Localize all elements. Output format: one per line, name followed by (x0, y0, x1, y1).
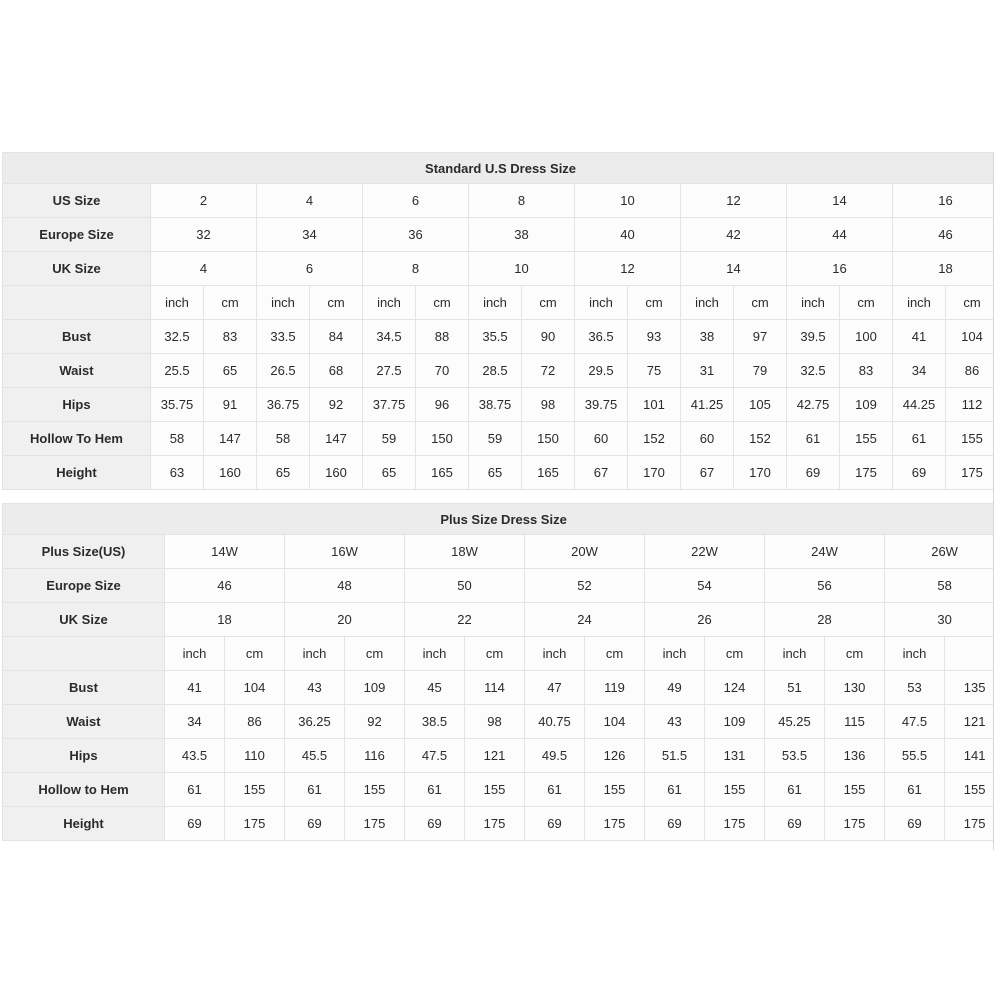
measurement-value-cell: 45.25 (765, 705, 825, 739)
size-value-cell: 28 (765, 603, 885, 637)
size-value-cell: 20W (525, 535, 645, 569)
size-value-cell: 38 (469, 218, 575, 252)
unit-header-cell: inch (885, 637, 945, 671)
measurement-value-cell: 69 (405, 807, 465, 841)
measurement-value-cell: 69 (285, 807, 345, 841)
unit-header-cell: cm (705, 637, 765, 671)
size-value-cell: 54 (645, 569, 765, 603)
size-value-cell: 16W (285, 535, 405, 569)
size-value-cell: 6 (257, 252, 363, 286)
measurement-value-cell: 69 (885, 807, 945, 841)
measurement-value-cell: 84 (310, 320, 363, 354)
measurement-value-cell: 67 (575, 456, 628, 490)
measurement-value-cell: 119 (585, 671, 645, 705)
size-value-cell: 4 (257, 184, 363, 218)
measurement-value-cell: 41 (165, 671, 225, 705)
measurement-value-cell: 104 (946, 320, 995, 354)
measurement-value-cell: 43.5 (165, 739, 225, 773)
unit-header-cell: cm (416, 286, 469, 320)
measurement-value-cell: 175 (465, 807, 525, 841)
row-label: Bust (3, 320, 151, 354)
measurement-value-cell: 136 (825, 739, 885, 773)
units-row (3, 286, 995, 320)
size-value-cell: 32 (151, 218, 257, 252)
unit-header-cell: inch (645, 637, 705, 671)
measurement-value-cell: 121 (465, 739, 525, 773)
unit-header-cell: cm (585, 637, 645, 671)
unit-header-cell: inch (285, 637, 345, 671)
measurement-value-cell: 170 (734, 456, 787, 490)
size-value-cell: 50 (405, 569, 525, 603)
row-label: US Size (3, 184, 151, 218)
measurement-value-cell: 69 (765, 807, 825, 841)
measurement-row (3, 705, 995, 739)
measurement-value-cell: 150 (416, 422, 469, 456)
unit-header-cell: inch (525, 637, 585, 671)
measurement-value-cell: 104 (225, 671, 285, 705)
size-value-cell: 16 (893, 184, 995, 218)
measurement-value-cell: 155 (465, 773, 525, 807)
measurement-row (3, 807, 995, 841)
measurement-value-cell: 115 (825, 705, 885, 739)
unit-header-cell: inch (469, 286, 522, 320)
measurement-row (3, 422, 995, 456)
measurement-value-cell: 70 (416, 354, 469, 388)
row-label: Bust (3, 671, 165, 705)
size-value-cell: 22W (645, 535, 765, 569)
measurement-row (3, 320, 995, 354)
measurement-value-cell: 91 (204, 388, 257, 422)
unit-header-cell: cm (465, 637, 525, 671)
measurement-row (3, 739, 995, 773)
unit-header-cell: cm (310, 286, 363, 320)
measurement-value-cell: 59 (469, 422, 522, 456)
measurement-value-cell: 175 (946, 456, 995, 490)
size-value-cell: 18 (165, 603, 285, 637)
measurement-value-cell: 69 (165, 807, 225, 841)
measurement-value-cell: 61 (165, 773, 225, 807)
measurement-value-cell: 116 (345, 739, 405, 773)
measurement-value-cell: 47 (525, 671, 585, 705)
measurement-value-cell: 58 (257, 422, 310, 456)
measurement-value-cell: 32.5 (787, 354, 840, 388)
row-label: Height (3, 807, 165, 841)
measurement-value-cell: 34 (165, 705, 225, 739)
unit-header-cell: cm (345, 637, 405, 671)
size-value-cell: 46 (165, 569, 285, 603)
measurement-value-cell: 38.75 (469, 388, 522, 422)
measurement-value-cell: 135 (945, 671, 995, 705)
measurement-value-cell: 47.5 (885, 705, 945, 739)
measurement-value-cell: 65 (363, 456, 416, 490)
size-value-cell: 26W (885, 535, 995, 569)
row-label-empty (3, 637, 165, 671)
measurement-value-cell: 33.5 (257, 320, 310, 354)
units-row (3, 637, 995, 671)
measurement-value-cell: 100 (840, 320, 893, 354)
measurement-value-cell: 104 (585, 705, 645, 739)
measurement-value-cell: 34 (893, 354, 946, 388)
size-value-cell: 22 (405, 603, 525, 637)
measurement-value-cell: 155 (585, 773, 645, 807)
table-title-row (3, 504, 995, 535)
measurement-value-cell: 68 (310, 354, 363, 388)
measurement-value-cell: 175 (585, 807, 645, 841)
unit-header-cell: cm (825, 637, 885, 671)
row-label: Europe Size (3, 569, 165, 603)
plus-size-table-body (3, 504, 995, 841)
unit-header-cell: cm (225, 637, 285, 671)
size-row (3, 569, 995, 603)
size-value-cell: 10 (469, 252, 575, 286)
measurement-value-cell: 39.5 (787, 320, 840, 354)
measurement-value-cell: 41 (893, 320, 946, 354)
measurement-value-cell: 86 (946, 354, 995, 388)
size-value-cell: 40 (575, 218, 681, 252)
measurement-value-cell: 61 (525, 773, 585, 807)
measurement-value-cell: 93 (628, 320, 681, 354)
measurement-value-cell: 61 (765, 773, 825, 807)
measurement-value-cell: 40.75 (525, 705, 585, 739)
measurement-value-cell: 58 (151, 422, 204, 456)
tables-divider (2, 490, 993, 503)
unit-header-cell: inch (681, 286, 734, 320)
plus-size-table (2, 503, 994, 841)
row-label: Waist (3, 354, 151, 388)
row-label: Europe Size (3, 218, 151, 252)
row-label: UK Size (3, 252, 151, 286)
size-value-cell: 18 (893, 252, 995, 286)
standard-size-table (2, 152, 994, 490)
measurement-value-cell: 160 (310, 456, 363, 490)
measurement-value-cell: 53 (885, 671, 945, 705)
measurement-value-cell: 112 (946, 388, 995, 422)
measurement-value-cell: 55.5 (885, 739, 945, 773)
plus-table-title: Plus Size Dress Size (3, 504, 995, 535)
measurement-value-cell: 28.5 (469, 354, 522, 388)
size-value-cell: 44 (787, 218, 893, 252)
measurement-value-cell: 43 (645, 705, 705, 739)
unit-header-cell: inch (765, 637, 825, 671)
measurement-value-cell: 43 (285, 671, 345, 705)
measurement-value-cell: 65 (204, 354, 257, 388)
size-value-cell: 4 (151, 252, 257, 286)
size-value-cell: 12 (575, 252, 681, 286)
measurement-value-cell: 101 (628, 388, 681, 422)
measurement-value-cell: 165 (416, 456, 469, 490)
measurement-value-cell: 61 (885, 773, 945, 807)
measurement-value-cell: 63 (151, 456, 204, 490)
measurement-value-cell: 131 (705, 739, 765, 773)
measurement-value-cell: 51 (765, 671, 825, 705)
measurement-value-cell: 61 (787, 422, 840, 456)
measurement-value-cell: 155 (840, 422, 893, 456)
measurement-value-cell: 35.75 (151, 388, 204, 422)
measurement-value-cell: 61 (285, 773, 345, 807)
row-label: Waist (3, 705, 165, 739)
row-label: UK Size (3, 603, 165, 637)
size-value-cell: 16 (787, 252, 893, 286)
unit-header-cell: inch (165, 637, 225, 671)
measurement-value-cell: 42.75 (787, 388, 840, 422)
measurement-value-cell: 38.5 (405, 705, 465, 739)
measurement-value-cell: 175 (225, 807, 285, 841)
measurement-value-cell: 141 (945, 739, 995, 773)
size-value-cell: 46 (893, 218, 995, 252)
measurement-value-cell: 25.5 (151, 354, 204, 388)
measurement-row (3, 773, 995, 807)
row-label: Hollow to Hem (3, 773, 165, 807)
measurement-value-cell: 36.75 (257, 388, 310, 422)
measurement-value-cell: 155 (946, 422, 995, 456)
measurement-value-cell: 61 (645, 773, 705, 807)
size-value-cell: 14W (165, 535, 285, 569)
measurement-value-cell: 69 (645, 807, 705, 841)
measurement-value-cell: 60 (575, 422, 628, 456)
measurement-value-cell: 152 (734, 422, 787, 456)
measurement-value-cell: 83 (204, 320, 257, 354)
measurement-value-cell: 155 (705, 773, 765, 807)
row-label: Height (3, 456, 151, 490)
measurement-value-cell: 155 (945, 773, 995, 807)
measurement-value-cell: 75 (628, 354, 681, 388)
unit-header-cell: cm (628, 286, 681, 320)
unit-header-cell: inch (787, 286, 840, 320)
measurement-value-cell: 44.25 (893, 388, 946, 422)
measurement-value-cell: 29.5 (575, 354, 628, 388)
row-label: Hollow To Hem (3, 422, 151, 456)
size-row (3, 603, 995, 637)
size-row (3, 252, 995, 286)
size-value-cell: 8 (363, 252, 469, 286)
size-chart-container (2, 152, 994, 850)
measurement-value-cell: 36.5 (575, 320, 628, 354)
size-value-cell: 8 (469, 184, 575, 218)
measurement-value-cell: 175 (945, 807, 995, 841)
measurement-value-cell: 175 (825, 807, 885, 841)
size-value-cell: 58 (885, 569, 995, 603)
size-value-cell: 24 (525, 603, 645, 637)
size-value-cell: 2 (151, 184, 257, 218)
row-label: Hips (3, 739, 165, 773)
measurement-value-cell: 170 (628, 456, 681, 490)
measurement-value-cell: 69 (525, 807, 585, 841)
measurement-value-cell: 105 (734, 388, 787, 422)
measurement-value-cell: 147 (310, 422, 363, 456)
measurement-value-cell: 109 (840, 388, 893, 422)
size-value-cell: 34 (257, 218, 363, 252)
measurement-row (3, 671, 995, 705)
size-value-cell: 6 (363, 184, 469, 218)
size-value-cell: 26 (645, 603, 765, 637)
unit-header-cell: inch (893, 286, 946, 320)
size-row (3, 218, 995, 252)
measurement-value-cell: 72 (522, 354, 575, 388)
measurement-value-cell: 69 (787, 456, 840, 490)
measurement-value-cell: 110 (225, 739, 285, 773)
size-value-cell: 52 (525, 569, 645, 603)
measurement-value-cell: 150 (522, 422, 575, 456)
unit-header-cell: inch (257, 286, 310, 320)
measurement-value-cell: 53.5 (765, 739, 825, 773)
size-value-cell: 14 (787, 184, 893, 218)
measurement-value-cell: 109 (705, 705, 765, 739)
row-label-empty (3, 286, 151, 320)
measurement-value-cell: 97 (734, 320, 787, 354)
measurement-value-cell: 92 (310, 388, 363, 422)
measurement-value-cell: 59 (363, 422, 416, 456)
measurement-value-cell: 31 (681, 354, 734, 388)
size-row (3, 184, 995, 218)
size-value-cell: 12 (681, 184, 787, 218)
measurement-value-cell: 92 (345, 705, 405, 739)
measurement-value-cell: 98 (465, 705, 525, 739)
measurement-value-cell: 60 (681, 422, 734, 456)
unit-header-cell: cm (734, 286, 787, 320)
measurement-value-cell: 98 (522, 388, 575, 422)
measurement-value-cell: 175 (345, 807, 405, 841)
measurement-value-cell: 90 (522, 320, 575, 354)
measurement-value-cell: 32.5 (151, 320, 204, 354)
unit-header-cell: cm (522, 286, 575, 320)
unit-header-cell: inch (151, 286, 204, 320)
size-value-cell: 24W (765, 535, 885, 569)
size-value-cell: 14 (681, 252, 787, 286)
measurement-value-cell: 45.5 (285, 739, 345, 773)
measurement-value-cell: 49.5 (525, 739, 585, 773)
measurement-value-cell: 88 (416, 320, 469, 354)
measurement-value-cell: 155 (825, 773, 885, 807)
measurement-row (3, 388, 995, 422)
measurement-value-cell: 175 (840, 456, 893, 490)
measurement-value-cell: 124 (705, 671, 765, 705)
size-row (3, 535, 995, 569)
unit-header-cell: cm (840, 286, 893, 320)
size-value-cell: 18W (405, 535, 525, 569)
measurement-value-cell: 67 (681, 456, 734, 490)
measurement-value-cell: 26.5 (257, 354, 310, 388)
measurement-value-cell: 61 (405, 773, 465, 807)
measurement-value-cell: 160 (204, 456, 257, 490)
row-label: Plus Size(US) (3, 535, 165, 569)
standard-table-title: Standard U.S Dress Size (3, 153, 995, 184)
measurement-row (3, 354, 995, 388)
size-value-cell: 56 (765, 569, 885, 603)
measurement-value-cell: 35.5 (469, 320, 522, 354)
unit-header-cell: cm (946, 286, 995, 320)
row-label: Hips (3, 388, 151, 422)
measurement-value-cell: 38 (681, 320, 734, 354)
measurement-value-cell: 155 (225, 773, 285, 807)
measurement-value-cell: 109 (345, 671, 405, 705)
measurement-value-cell: 36.25 (285, 705, 345, 739)
measurement-value-cell: 39.75 (575, 388, 628, 422)
measurement-value-cell: 51.5 (645, 739, 705, 773)
measurement-value-cell: 49 (645, 671, 705, 705)
measurement-value-cell: 47.5 (405, 739, 465, 773)
measurement-value-cell: 152 (628, 422, 681, 456)
measurement-value-cell: 61 (893, 422, 946, 456)
measurement-value-cell: 155 (345, 773, 405, 807)
measurement-value-cell: 83 (840, 354, 893, 388)
measurement-value-cell: 147 (204, 422, 257, 456)
measurement-value-cell: 165 (522, 456, 575, 490)
measurement-value-cell: 69 (893, 456, 946, 490)
measurement-value-cell: 41.25 (681, 388, 734, 422)
measurement-value-cell: 126 (585, 739, 645, 773)
standard-size-table-body (3, 153, 995, 490)
size-value-cell: 20 (285, 603, 405, 637)
measurement-value-cell: 130 (825, 671, 885, 705)
size-value-cell: 42 (681, 218, 787, 252)
measurement-value-cell: 175 (705, 807, 765, 841)
measurement-value-cell: 34.5 (363, 320, 416, 354)
measurement-value-cell: 86 (225, 705, 285, 739)
size-value-cell: 36 (363, 218, 469, 252)
size-value-cell: 10 (575, 184, 681, 218)
unit-header-cell: inch (363, 286, 416, 320)
measurement-value-cell: 65 (469, 456, 522, 490)
measurement-row (3, 456, 995, 490)
size-value-cell: 48 (285, 569, 405, 603)
size-value-cell: 30 (885, 603, 995, 637)
measurement-value-cell: 27.5 (363, 354, 416, 388)
measurement-value-cell: 96 (416, 388, 469, 422)
measurement-value-cell: 79 (734, 354, 787, 388)
measurement-value-cell: 65 (257, 456, 310, 490)
measurement-value-cell: 37.75 (363, 388, 416, 422)
table-title-row (3, 153, 995, 184)
unit-header-cell: cm (204, 286, 257, 320)
unit-header-cell: inch (575, 286, 628, 320)
measurement-value-cell: 114 (465, 671, 525, 705)
measurement-value-cell: 121 (945, 705, 995, 739)
unit-header-cell: inch (405, 637, 465, 671)
unit-header-cell (945, 637, 995, 671)
measurement-value-cell: 45 (405, 671, 465, 705)
